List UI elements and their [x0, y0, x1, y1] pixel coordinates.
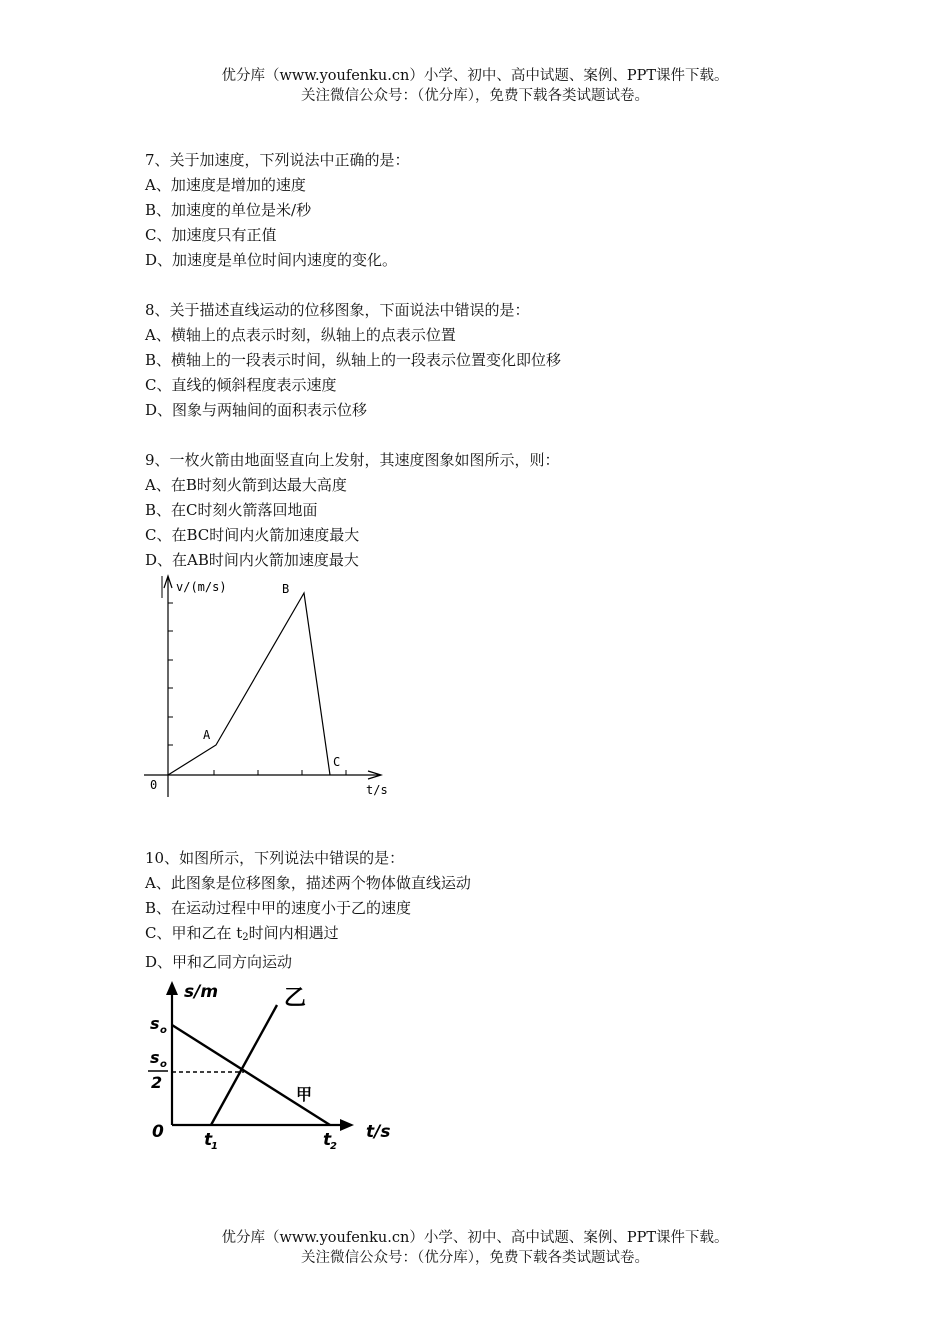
line-yi: [211, 1005, 277, 1125]
line-yi-label: 乙: [284, 986, 307, 1011]
s0-label-subscript: o: [160, 1025, 167, 1036]
y-axis-label: s/m: [184, 982, 219, 1002]
y-axis-label: v/(m/s): [176, 580, 227, 594]
option-b: B、加速度的单位是米/秒: [145, 201, 312, 219]
option-c: C、直线的倾斜程度表示速度: [145, 376, 337, 394]
question-stem: 10、如图所示，下列说法中错误的是：: [145, 849, 405, 867]
question-stem: 8、关于描述直线运动的位移图象，下面说法中错误的是：: [145, 301, 530, 319]
option-a: A、横轴上的点表示时刻，纵轴上的点表示位置: [145, 326, 456, 344]
option-d: D、图象与两轴间的面积表示位移: [145, 401, 368, 419]
page-header: [0, 66, 950, 106]
point-b-label: B: [282, 582, 290, 596]
half-s0-numerator-subscript: o: [160, 1059, 167, 1070]
question-9: [145, 448, 560, 573]
option-b: B、横轴上的一段表示时间，纵轴上的一段表示位置变化即位移: [145, 351, 562, 369]
origin-label: 0: [150, 778, 158, 792]
question-stem: 7、关于加速度，下列说法中正确的是：: [145, 151, 410, 169]
velocity-curve: [168, 593, 330, 775]
header-line-1: 优分库（www.youfenku.cn）小学、初中、高中试题、案例、PPT课件下载。: [221, 68, 729, 84]
velocity-time-graph: [140, 572, 400, 802]
footer-line-2: 关注微信公众号：（优分库），免费下载各类试题试卷。: [301, 1250, 649, 1266]
half-s0-numerator: s: [150, 1048, 160, 1067]
origin-label: 0: [152, 1122, 164, 1142]
question-8: [145, 298, 561, 423]
line-jia-label: 甲: [296, 1085, 313, 1104]
point-c-label: C: [333, 755, 341, 769]
option-a: A、加速度是增加的速度: [145, 176, 306, 194]
question-10: [145, 846, 471, 975]
t1-label-subscript: 1: [211, 1141, 218, 1152]
option-c-text-end: 时间内相遇过: [248, 924, 339, 942]
displacement-time-graph: [140, 975, 400, 1155]
option-b: B、在运动过程中甲的速度小于乙的速度: [145, 899, 412, 917]
x-axis-label: t/s: [366, 1122, 391, 1142]
point-a-label: A: [203, 728, 211, 742]
question-stem: 9、一枚火箭由地面竖直向上发射，其速度图象如图所示，则：: [145, 451, 560, 469]
x-axis-arrow: [340, 1119, 354, 1131]
option-c-text: C、甲和乙在 t: [145, 924, 243, 942]
x-axis-label: t/s: [366, 783, 388, 797]
option-b: B、在C时刻火箭落回地面: [145, 501, 318, 519]
t2-label: t: [323, 1130, 332, 1150]
option-a: A、在B时刻火箭到达最大高度: [145, 476, 347, 494]
half-s0-denominator: 2: [151, 1073, 163, 1092]
t2-label-subscript: 2: [330, 1141, 337, 1152]
option-c-subscript: 2: [242, 932, 249, 943]
header-line-2: 关注微信公众号：（优分库），免费下载各类试题试卷。: [301, 88, 649, 104]
y-axis-arrow: [166, 981, 178, 995]
option-a: A、此图象是位移图象，描述两个物体做直线运动: [145, 874, 471, 892]
option-c: [145, 921, 471, 950]
option-d: D、甲和乙同方向运动: [145, 953, 293, 971]
option-d: D、加速度是单位时间内速度的变化。: [145, 251, 398, 269]
footer-line-1: 优分库（www.youfenku.cn）小学、初中、高中试题、案例、PPT课件下载。: [221, 1230, 729, 1246]
option-c: C、加速度只有正值: [145, 226, 277, 244]
t1-label: t: [204, 1130, 213, 1150]
line-jia: [172, 1025, 330, 1125]
option-c: C、在BC时间内火箭加速度最大: [145, 526, 360, 544]
question-7: [145, 148, 410, 273]
s0-label: s: [150, 1014, 160, 1033]
page-footer: [0, 1228, 950, 1268]
option-d: D、在AB时间内火箭加速度最大: [145, 551, 359, 569]
